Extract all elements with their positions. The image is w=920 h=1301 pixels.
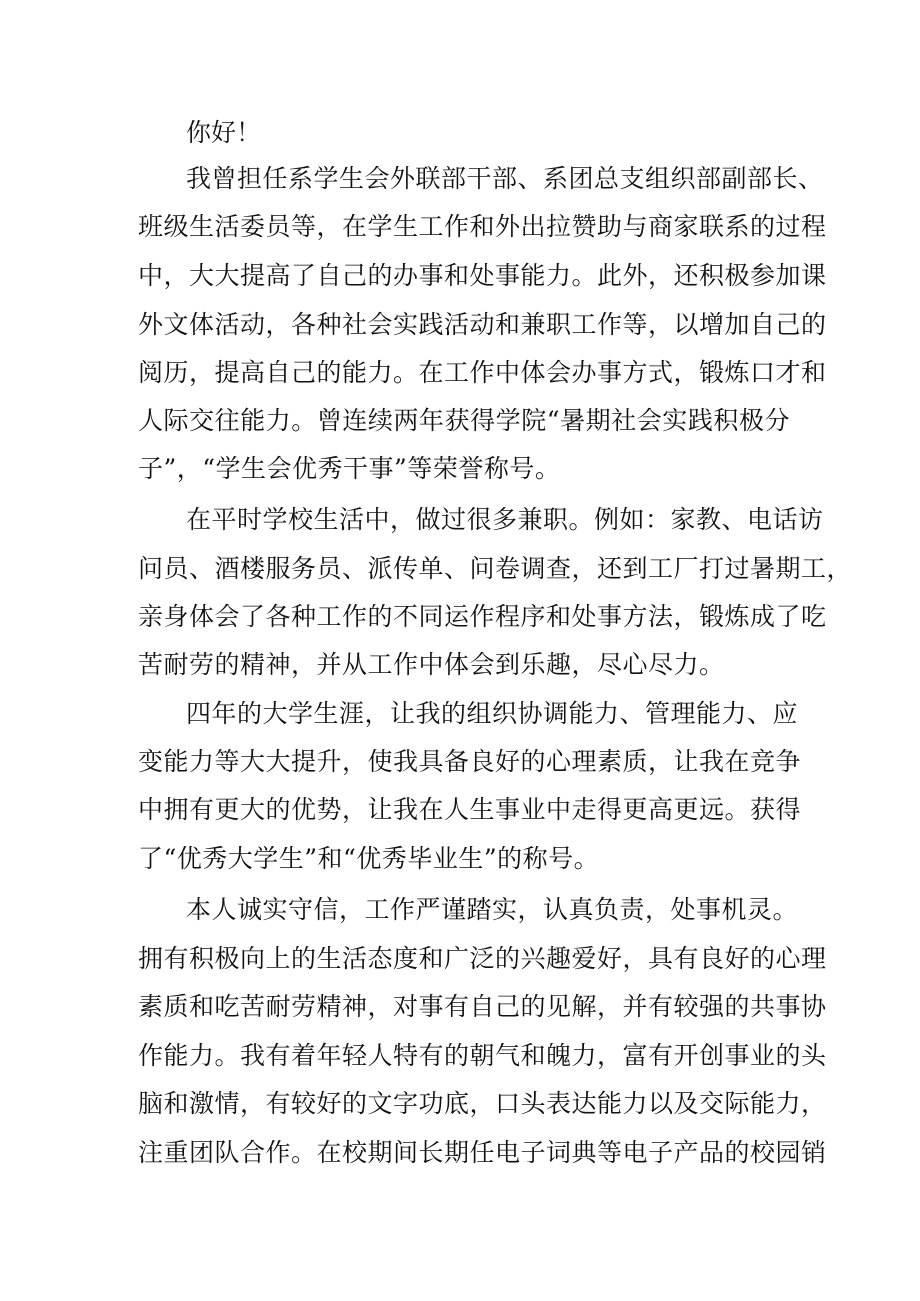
- paragraph-2-line-2: 问员、酒楼服务员、派传单、问卷调查，还到工厂打过暑期工，: [138, 554, 853, 583]
- paragraph-1-line-1: 我曾担任系学生会外联部干部、系团总支组织部副部长、: [186, 164, 824, 193]
- greeting: 你好！: [186, 118, 262, 147]
- paragraph-1-line-4: 外文体活动，各种社会实践活动和兼职工作等，以增加自己的: [138, 310, 827, 339]
- paragraph-2-line-4: 苦耐劳的精神，并从工作中体会到乐趣，尽心尽力。: [138, 650, 725, 679]
- paragraph-2-line-3: 亲身体会了各种工作的不同运作程序和处事方法，锻炼成了吃: [138, 602, 827, 631]
- paragraph-4-line-3: 素质和吃苦耐劳精神，对事有自己的见解，并有较强的共事协: [138, 992, 827, 1021]
- paragraph-2-line-1: 在平时学校生活中，做过很多兼职。例如：家教、电话访: [186, 505, 824, 534]
- paragraph-1-line-3: 中，大大提高了自己的办事和处事能力。此外，还积极参加课: [138, 261, 827, 290]
- paragraph-4-line-6: 注重团队合作。在校期间长期任电子词典等电子产品的校园销: [138, 1138, 827, 1167]
- paragraph-3-line-2: 变能力等大大提升，使我具备良好的心理素质，让我在竞争: [138, 747, 802, 776]
- paragraph-3-line-1: 四年的大学生涯，让我的组织协调能力、管理能力、应: [186, 699, 799, 728]
- paragraph-1-line-5: 阅历，提高自己的能力。在工作中体会办事方式，锻炼口才和: [138, 358, 827, 387]
- paragraph-3-line-4: 了“优秀大学生”和“优秀毕业生”的称号。: [138, 844, 600, 873]
- paragraph-3-line-3: 中拥有更大的优势，让我在人生事业中走得更高更远。获得: [138, 795, 802, 824]
- paragraph-1-line-7: 子”，“学生会优秀干事”等荣誉称号。: [138, 454, 561, 483]
- paragraph-4-line-1: 本人诚实守信，工作严谨踏实，认真负责，处事机灵。: [186, 895, 799, 924]
- paragraph-4-line-5: 脑和激情，有较好的文字功底，口头表达能力以及交际能力，: [138, 1089, 827, 1118]
- paragraph-1-line-6: 人际交往能力。曾连续两年获得学院“暑期社会实践积极分: [138, 406, 790, 435]
- paragraph-4-line-4: 作能力。我有着年轻人特有的朝气和魄力，富有开创事业的头: [138, 1041, 827, 1070]
- paragraph-1-line-2: 班级生活委员等，在学生工作和外出拉赞助与商家联系的过程: [138, 212, 827, 241]
- paragraph-4-line-2: 拥有积极向上的生活态度和广泛的兴趣爱好，具有良好的心理: [138, 944, 827, 973]
